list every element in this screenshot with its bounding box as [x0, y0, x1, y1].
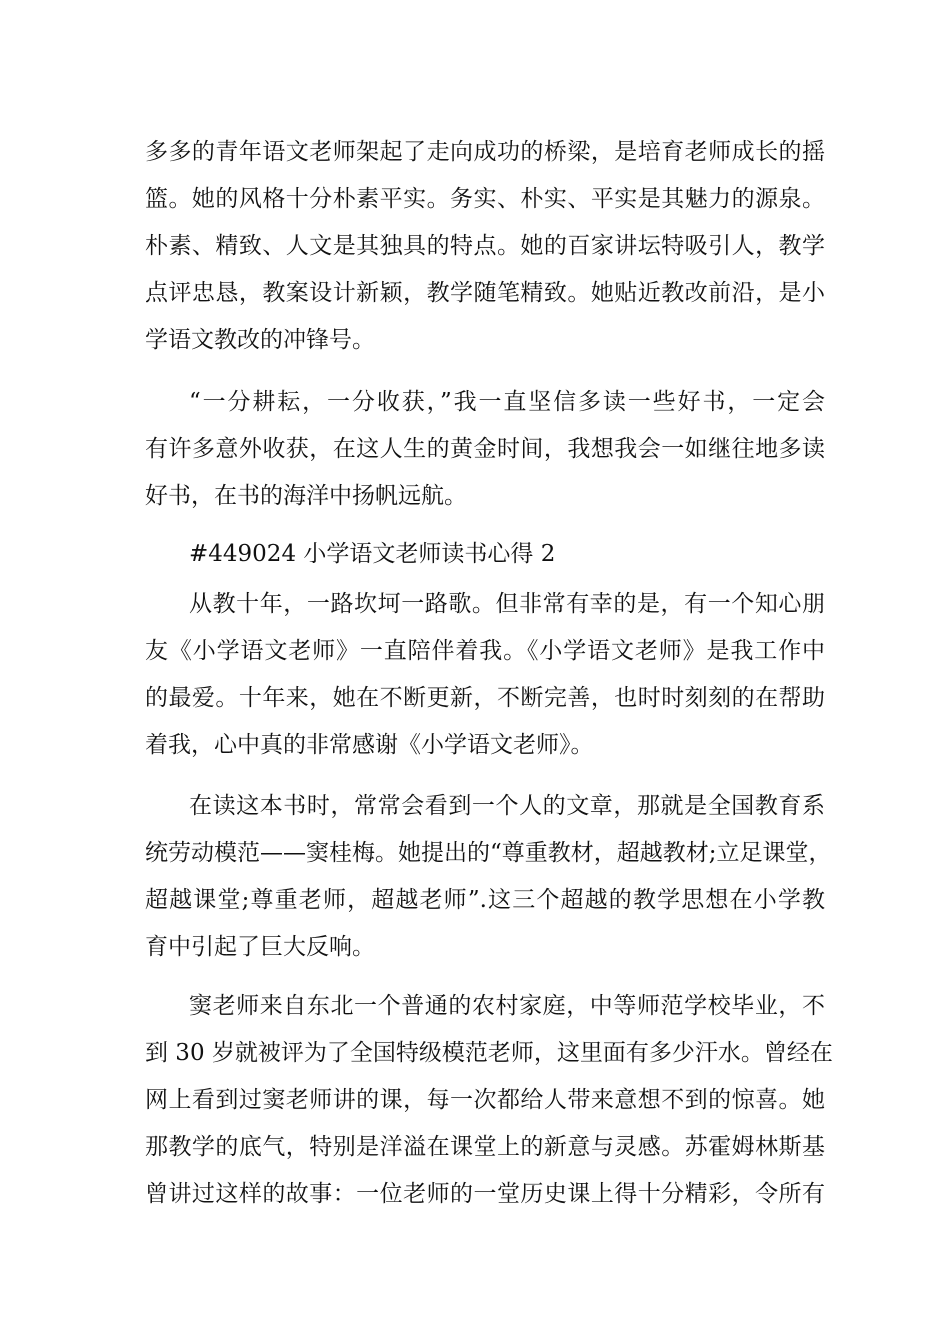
- text-line-4: 点评忠恳，教案设计新颖，教学随笔精致。她贴近教改前沿，是小: [145, 280, 825, 306]
- text-line-6: “一分耕耘，一分收获，”我一直坚信多读一些好书，一定会: [189, 389, 825, 415]
- text-line-3: 朴素、精致、人文是其独具的特点。她的百家讲坛特吸引人，教学: [145, 233, 825, 259]
- text-line-21: 那教学的底气，特别是洋溢在课堂上的新意与灵感。苏霍姆林斯基: [145, 1134, 825, 1160]
- text-line-14: 在读这本书时，常常会看到一个人的文章，那就是全国教育系: [189, 793, 825, 819]
- text-line-7: 有许多意外收获，在这人生的黄金时间，我想我会一如继往地多读: [145, 436, 825, 462]
- text-line-1: 多多的青年语文老师架起了走向成功的桥梁，是培育老师成长的摇: [145, 139, 825, 165]
- text-line-5: 学语文教改的冲锋号。: [145, 327, 375, 353]
- text-line-16: 超越课堂;尊重老师，超越老师”.这三个超越的教学思想在小学教: [145, 887, 825, 913]
- text-line-17: 育中引起了巨大反响。: [145, 934, 375, 960]
- text-line-11: 友《小学语文老师》一直陪伴着我。《小学语文老师》是我工作中: [145, 638, 825, 664]
- text-line-2: 篮。她的风格十分朴素平实。务实、朴实、平实是其魅力的源泉。: [145, 186, 825, 212]
- text-line-19: 到 30 岁就被评为了全国特级模范老师，这里面有多少汗水。曾经在: [145, 1040, 833, 1066]
- section-heading: #449024 小学语文老师读书心得 2: [189, 541, 556, 567]
- text-line-18: 窦老师来自东北一个普通的农村家庭，中等师范学校毕业，不: [189, 993, 825, 1019]
- text-line-15: 统劳动模范——窦桂梅。她提出的“尊重教材，超越教材;立足课堂，: [145, 840, 832, 866]
- text-line-13: 着我，心中真的非常感谢《小学语文老师》。: [145, 732, 594, 758]
- text-line-12: 的最爱。十年来，她在不断更新，不断完善，也时时刻刻的在帮助: [145, 685, 825, 711]
- text-line-20: 网上看到过窦老师讲的课，每一次都给人带来意想不到的惊喜。她: [145, 1087, 825, 1113]
- text-line-22: 曾讲过这样的故事：一位老师的一堂历史课上得十分精彩，令所有: [145, 1181, 825, 1207]
- text-line-8: 好书，在书的海洋中扬帆远航。: [145, 483, 467, 509]
- text-line-10: 从教十年，一路坎坷一路歌。但非常有幸的是，有一个知心朋: [189, 591, 825, 617]
